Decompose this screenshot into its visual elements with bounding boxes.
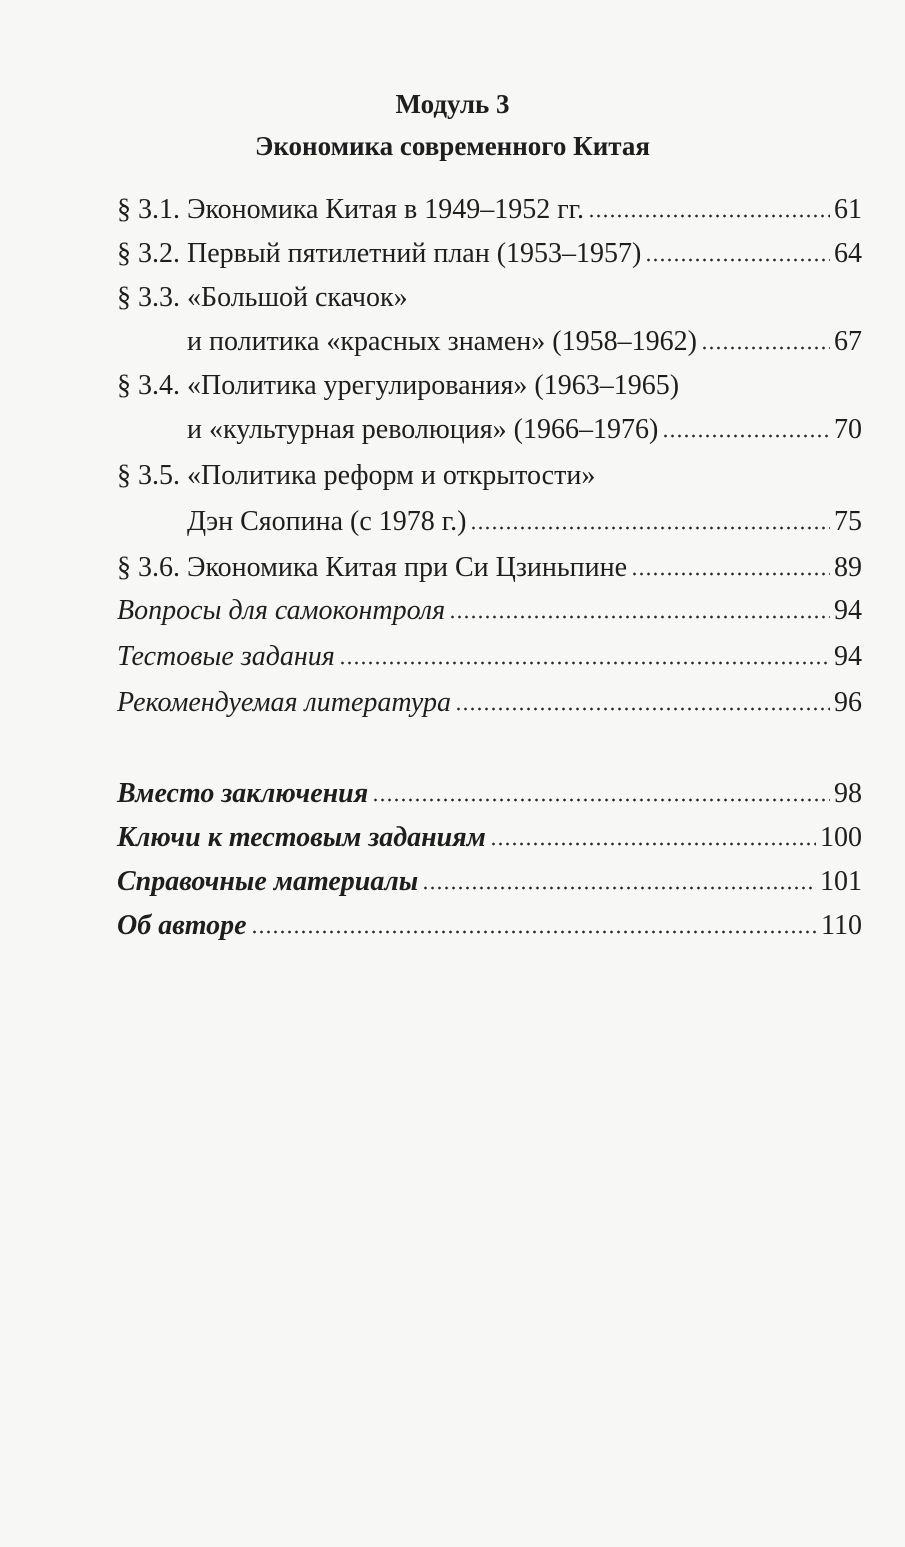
leader-dots <box>701 345 830 351</box>
page-number: 64 <box>834 238 862 269</box>
toc-entry-3-6[interactable] <box>117 551 862 585</box>
page-number: 89 <box>834 552 862 583</box>
leader-dots <box>645 257 830 263</box>
leader-dots <box>339 660 830 666</box>
section-number: § 3.5. <box>117 460 180 491</box>
section-title-cont: и политика «красных знамен» (1958–1962) <box>187 326 697 357</box>
toc-entry-3-5-cont[interactable] <box>117 505 862 539</box>
page-number: 96 <box>834 687 862 718</box>
entry-title: Ключи к тестовым заданиям <box>117 822 486 853</box>
section-title-cont: Дэн Сяопина (с 1978 г.) <box>187 506 467 537</box>
leader-dots <box>449 614 830 620</box>
leader-dots <box>588 213 830 219</box>
leader-dots <box>455 706 830 712</box>
toc-entry-3-5[interactable] <box>117 459 862 493</box>
page-number: 94 <box>834 595 862 626</box>
page-number: 100 <box>820 822 862 853</box>
section-title: Экономика Китая при Си Цзиньпине <box>187 552 628 583</box>
section-number: § 3.2. <box>117 238 180 269</box>
entry-title: Рекомендуемая литература <box>117 687 451 718</box>
toc-entry-reference[interactable] <box>117 865 862 899</box>
section-number: § 3.6. <box>117 552 180 583</box>
entry-title: Вместо заключения <box>117 778 369 809</box>
section-title: «Большой скачок» <box>187 282 408 313</box>
section-title: «Политика урегулирования» (1963–1965) <box>187 370 680 401</box>
page-number: 110 <box>821 910 862 941</box>
toc-entry-about-author[interactable] <box>117 909 862 943</box>
toc-entry-3-3[interactable] <box>117 281 862 315</box>
toc-entry-test-keys[interactable] <box>117 821 862 855</box>
section-title: «Политика реформ и открытости» <box>187 460 596 491</box>
module-label: Модуль 3 <box>395 89 510 119</box>
toc-entry-self-check[interactable] <box>117 594 862 628</box>
page-number: 98 <box>834 778 862 809</box>
page-number: 75 <box>834 506 862 537</box>
page-number: 61 <box>834 194 862 225</box>
module-title: Экономика современного Китая <box>255 131 650 161</box>
page-number: 67 <box>834 326 862 357</box>
page-number: 94 <box>834 641 862 672</box>
entry-title: Тестовые задания <box>117 641 335 672</box>
toc-entry-3-4-cont[interactable] <box>117 413 862 447</box>
section-title-cont: и «культурная революция» (1966–1976) <box>187 414 659 445</box>
leader-dots <box>422 885 816 891</box>
section-title: Первый пятилетний план (1953–1957) <box>187 238 642 269</box>
toc-entry-3-4[interactable] <box>117 369 862 403</box>
leader-dots <box>251 929 817 935</box>
leader-dots <box>470 525 830 531</box>
entry-title: Справочные материалы <box>117 866 419 897</box>
leader-dots <box>372 797 830 803</box>
toc-entry-3-2[interactable] <box>117 237 862 271</box>
toc-entry-literature[interactable] <box>117 686 862 720</box>
section-number: § 3.3. <box>117 282 180 313</box>
page-number: 70 <box>834 414 862 445</box>
section-number: § 3.1. <box>117 194 180 225</box>
section-number: § 3.4. <box>117 370 180 401</box>
leader-dots <box>490 841 816 847</box>
toc-entry-tests[interactable] <box>117 640 862 674</box>
section-title: Экономика Китая в 1949–1952 гг. <box>187 194 585 225</box>
toc-entry-3-1[interactable] <box>117 193 862 227</box>
entry-title: Вопросы для самоконтроля <box>117 595 446 626</box>
toc-entry-3-3-cont[interactable] <box>117 325 862 359</box>
page-number: 101 <box>820 866 862 897</box>
toc-entry-conclusion[interactable] <box>117 777 862 811</box>
entry-title: Об авторе <box>117 910 247 941</box>
leader-dots <box>662 433 830 439</box>
leader-dots <box>631 571 830 577</box>
